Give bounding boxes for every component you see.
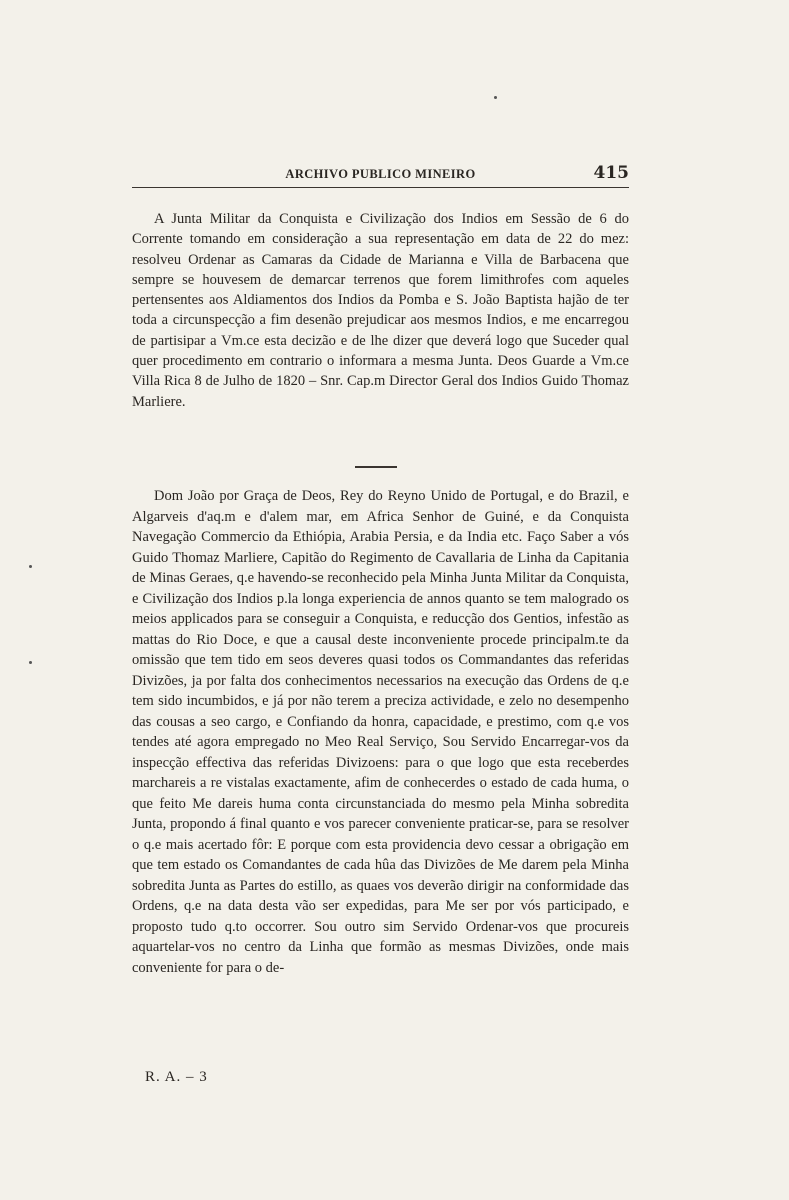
header-rule: [132, 187, 629, 188]
paragraph-royal-decree: Dom João por Graça de Deos, Rey do Reyno Unido de Portugal, e do Brazil, e Algarveis d'aq.m e d'alem mar, em Africa Senhor de Guiné, e da Conquista Navegação Commercio da Ethiópia, Arabia Persia, e da India etc. Faço Saber a vós Guido Thomaz Marliere, Capitão do Regimento de Cavallaria de Linha da Capitania de Minas Geraes, q.e havendo-se reconhecido pela Minha Junta Militar da Conquista, e Civilização dos Indios p.la longa experiencia de annos quanto se tem malogrado os meios applicados para se conseguir a Conquista, e reducção dos Gentios, infestão as mattas do Rio Doce, e que a causal deste inconveniente procede principalm.te da omissão que tem tido em seos deveres quasi todos os Commandantes das referidas Divizões, ja por falta dos conhecimentos necessarios na execução das Ordens de q.e tem sido incumbidos, e já por não terem a preciza actividade, e zelo no desempenho das cousas a seo cargo, e Confiando da honra, capacidade, e prestimo, com q.e vos tendes até agora empregado no Meo Real Serviço, Sou Servido Encarregar-vos da inspecção effectiva das referidas Divizoens: para o que logo que esta receberdes marchareis a re vistalas exactamente, afim de conhecerdes o estado de cada huma, o que feito Me dareis huma conta circunstanciada do mesmo pela Minha sobredita Junta, propondo á final quanto e vos parecer conveniente praticar-se, para se resolver o q.e mais acertado fôr: E porque com esta providencia devo cessar a obrigação em que tem estado os Comandantes de cada hûa das Divizões de Me darem pela Minha sobredita Junta as Partes do estillo, as quaes vos deverão dirigir na conformidade das Ordens, q.e na data desta vão ser expedidas, para Me ser por vós participado, e proposto tudo q.to occorrer. Sou outro sim Servido Ordenar-vos que procureis aquartelar-vos no centro da Linha que formão as mesmas Divizões, onde mais conveniente for para o de-: [132, 488, 629, 976]
speck-mark: [29, 565, 32, 568]
running-title: ARCHIVO PUBLICO MINEIRO: [285, 167, 476, 181]
speck-mark: [29, 661, 32, 664]
speck-mark: [494, 96, 497, 99]
signature-mark: R. A. – 3: [145, 1069, 208, 1085]
paragraph-junta-letter: A Junta Militar da Conquista e Civilização dos Indios em Sessão de 6 do Corrente tomando em consideração a sua representação em data de 22 do mez: resolveu Ordenar as Camaras da Cidade de Marianna e Villa de Barbacena que sempre se houvesem de demarcar terrenos que forem limithrofes com aqueles pertensentes aos Aldiamentos dos Indios da Pomba e S. João Baptista hajão de ter toda a circunspecção a fim desenão prejudicar aos mesmos Indios, e me encarregou de partisipar a Vm.ce esta decizão e de lhe dizer que deverá logo que Suceder qual quer procedimento em contrario o informara a mesma Junta. Deos Guarde a Vm.ce Villa Rica 8 de Julho de 1820 – Snr. Cap.m Director Geral dos Indios Guido Thomaz Marliere.: [132, 211, 629, 410]
section-separator: [355, 466, 397, 468]
page-header: [132, 163, 629, 185]
page-number: 415: [593, 163, 629, 183]
